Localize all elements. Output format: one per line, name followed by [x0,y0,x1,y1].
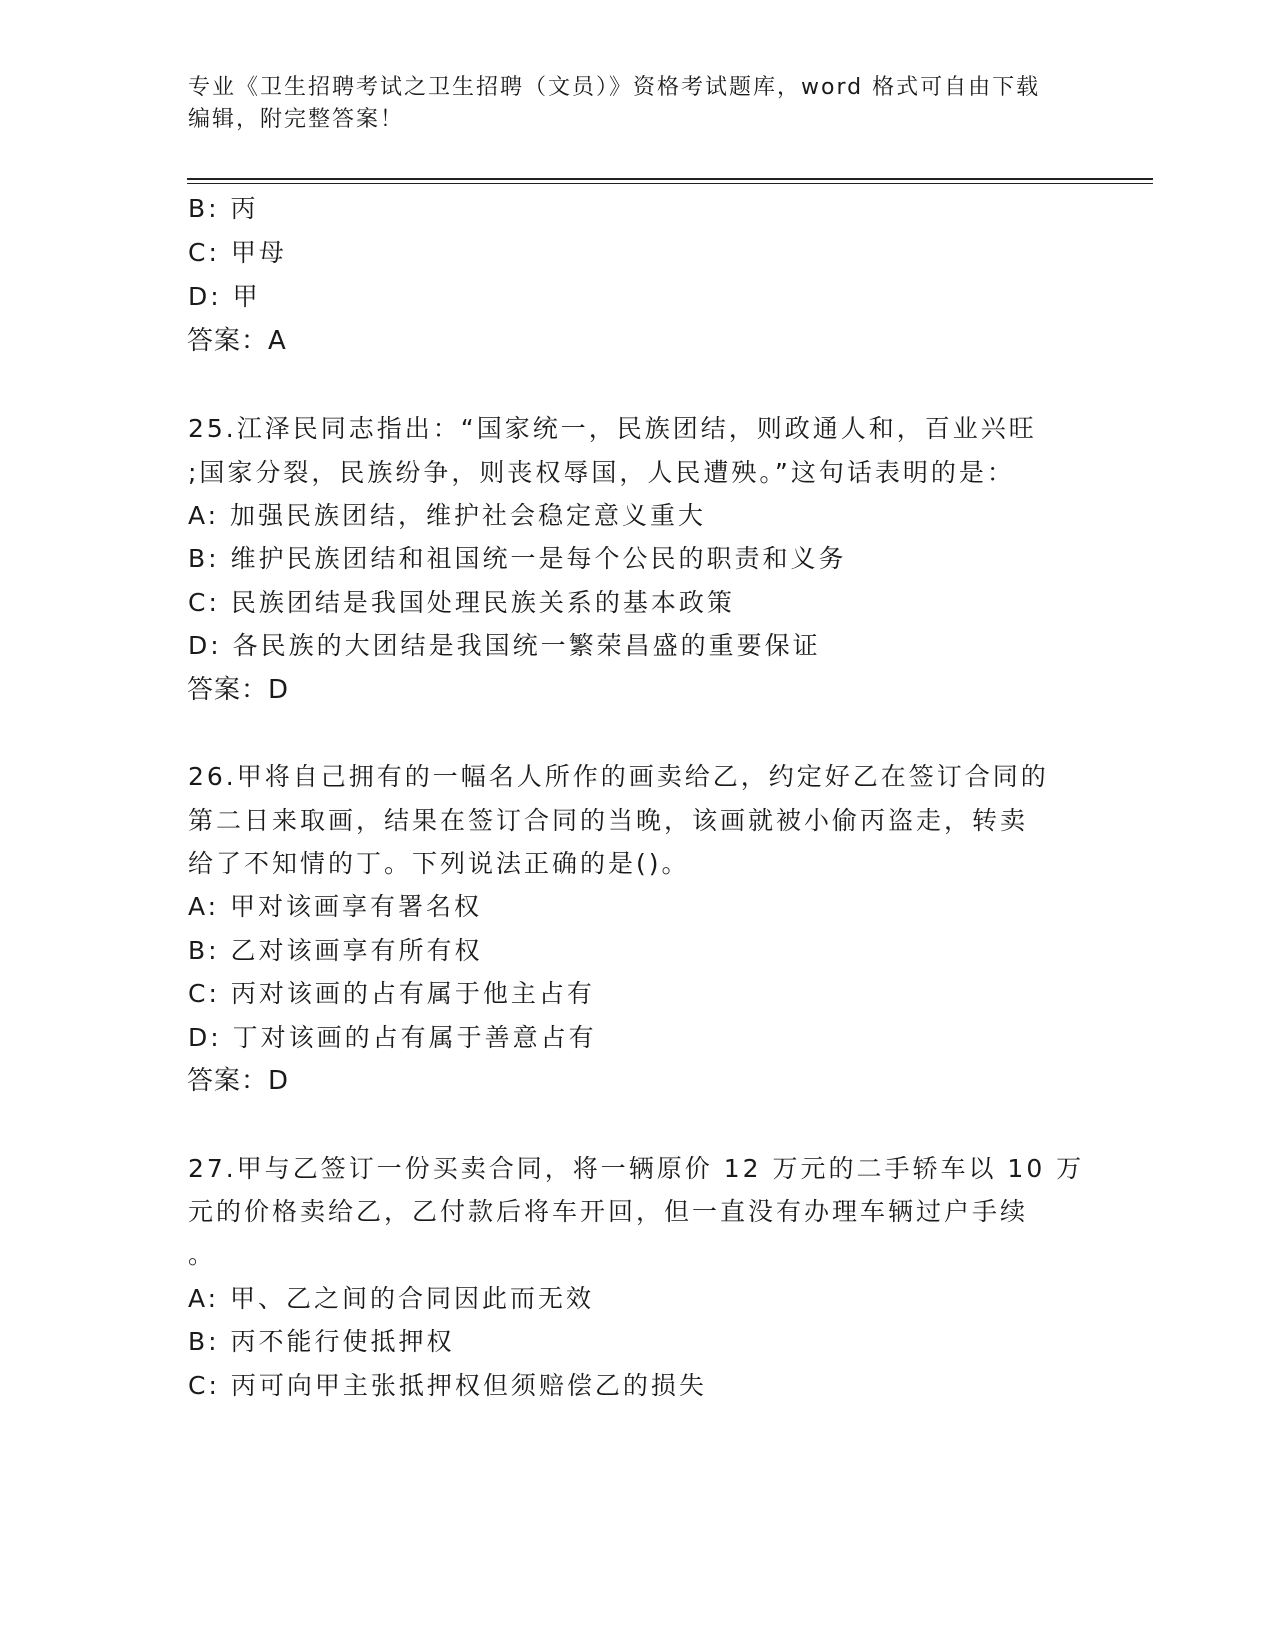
q27-option-c: C: 丙可向甲主张抵押权但须赔偿乙的损失 [188,1371,707,1400]
q27-option-b: B: 丙不能行使抵押权 [188,1327,455,1356]
q27-question-line-2: 元的价格卖给乙，乙付款后将车开回，但一直没有办理车辆过户手续 [188,1197,1029,1226]
header-line-1: 专业《卫生招聘考试之卫生招聘（文员）》资格考试题库，word 格式可自由下载 [188,75,1041,100]
q27-question-line-1: 27.甲与乙签订一份买卖合同，将一辆原价 12 万元的二手轿车以 10 万 [188,1154,1085,1183]
q26-question-line-3: 给了不知情的丁。下列说法正确的是()。 [188,849,690,878]
q25-option-d: D: 各民族的大团结是我国统一繁荣昌盛的重要保证 [188,631,821,660]
header-line-2: 编辑，附完整答案！ [188,107,405,132]
q26-option-a: A: 甲对该画享有署名权 [188,892,483,921]
q26-option-d: D: 丁对该画的占有属于善意占有 [188,1023,597,1052]
q26-answer: 答案：D [187,1066,290,1096]
q25-question-line-2: ;国家分裂，民族纷争，则丧权辱国，人民遭殃。”这句话表明的是： [188,458,1015,487]
header-divider-thick [187,178,1153,180]
q26-question-line-2: 第二日来取画，结果在签订合同的当晚，该画就被小偷丙盗走，转卖 [188,806,1029,835]
q27-option-a: A: 甲、乙之间的合同因此而无效 [188,1284,595,1313]
q26-question-line-1: 26.甲将自己拥有的一幅名人所作的画卖给乙，约定好乙在签订合同的 [188,762,1049,791]
q27-question-line-3: 。 [188,1240,217,1269]
q24-option-b: B: 丙 [188,194,259,223]
q25-answer: 答案：D [187,675,290,705]
q26-option-b: B: 乙对该画享有所有权 [188,936,483,965]
q24-option-d: D: 甲 [188,282,261,311]
document-header [188,72,1088,136]
q24-option-c: C: 甲母 [188,238,287,267]
q26-option-c: C: 丙对该画的占有属于他主占有 [188,979,595,1008]
q25-option-a: A: 加强民族团结，维护社会稳定意义重大 [188,501,707,530]
q25-option-c: C: 民族团结是我国处理民族关系的基本政策 [188,588,735,617]
q25-option-b: B: 维护民族团结和祖国统一是每个公民的职责和义务 [188,544,847,573]
q25-question-line-1: 25.江泽民同志指出：“国家统一，民族团结，则政通人和，百业兴旺 [188,414,1037,443]
q24-answer: 答案：A [187,326,287,356]
header-divider-thin [187,183,1153,184]
